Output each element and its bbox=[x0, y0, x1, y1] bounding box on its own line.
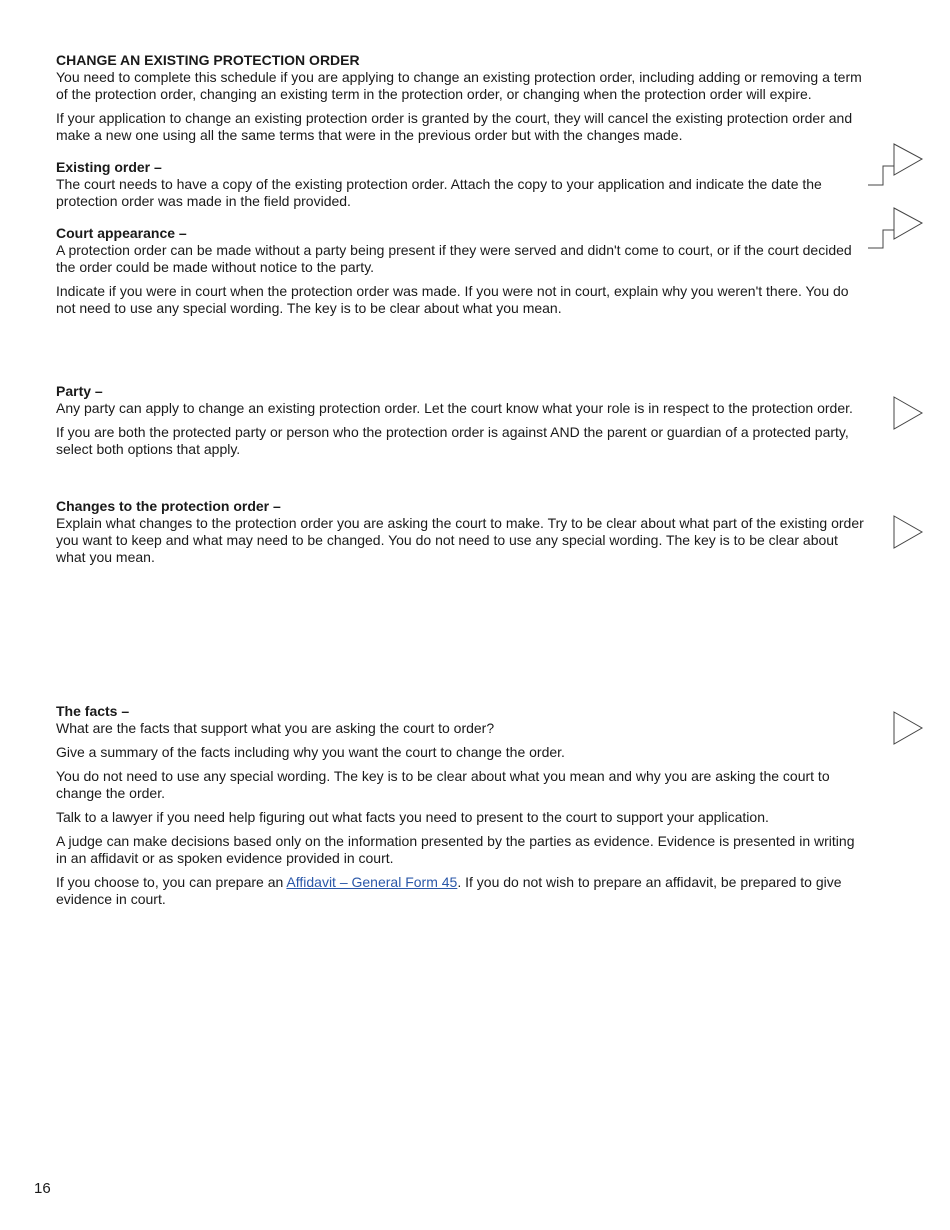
intro-section bbox=[56, 52, 866, 144]
party-section bbox=[56, 383, 866, 458]
court-appearance-section bbox=[56, 225, 866, 317]
facts-section bbox=[56, 703, 866, 908]
court-appearance-heading: Court appearance – bbox=[56, 225, 187, 241]
affidavit-form-link[interactable]: Affidavit – General Form 45 bbox=[286, 874, 458, 890]
existing-order-section bbox=[56, 159, 866, 210]
changes-heading: Changes to the protection order – bbox=[56, 498, 281, 514]
intro-paragraph-2: If your application to change an existing protection order is granted by the court, they will cancel the existing protection order and make a new one using all the same terms that were in the previous order but with the changes made. bbox=[56, 110, 853, 143]
court-appearance-text-2: Indicate if you were in court when the protection order was made. If you were not in court, explain why you weren't there. You do not need to use any special wording. The key is to be clear about what you mean. bbox=[56, 283, 849, 316]
existing-order-text: The court needs to have a copy of the existing protection order. Attach the copy to your application and indicate the date the protection order was made in the field provided. bbox=[56, 176, 822, 209]
field-pointer-arrow-icon bbox=[892, 395, 924, 431]
facts-text-6 bbox=[56, 874, 866, 908]
party-text-1: Any party can apply to change an existing protection order. Let the court know what your role is in respect to the protection order. bbox=[56, 400, 853, 416]
changes-section bbox=[56, 498, 866, 566]
facts-text-1: What are the facts that support what you are asking the court to order? bbox=[56, 720, 495, 736]
party-heading: Party – bbox=[56, 383, 103, 399]
facts-text-3: You do not need to use any special wording. The key is to be clear about what you mean and why you are asking the court to change the order. bbox=[56, 768, 830, 801]
court-appearance-text-1: A protection order can be made without a party being present if they were served and didn't come to court, or if the court decided the order could be made without notice to the party. bbox=[56, 242, 852, 275]
intro-paragraph-1: You need to complete this schedule if you are applying to change an existing protection order, including adding or removing a term of the protection order, changing an existing term in the protection order, or changing when the protection order will expire. bbox=[56, 69, 862, 102]
field-pointer-arrow-icon bbox=[892, 514, 924, 550]
page-title: CHANGE AN EXISTING PROTECTION ORDER bbox=[56, 52, 360, 68]
facts-text-2: Give a summary of the facts including why you want the court to change the order. bbox=[56, 744, 565, 760]
party-text-2: If you are both the protected party or person who the protection order is against AND the parent or guardian of a protected party, select both options that apply. bbox=[56, 424, 849, 457]
facts-text-5: A judge can make decisions based only on the information presented by the parties as evidence. Evidence is presented in writing in an affidavit or as spoken evidence provided in court. bbox=[56, 833, 855, 866]
facts-text-6-end: . If you do not wish to prepare an affidavit, be prepared to give evidence in court. bbox=[56, 874, 842, 907]
facts-text-6-start: If you choose to, you can prepare an bbox=[56, 874, 287, 890]
field-pointer-arrow-icon bbox=[892, 710, 924, 746]
existing-order-heading: Existing order – bbox=[56, 159, 162, 175]
facts-heading: The facts – bbox=[56, 703, 130, 719]
field-pointer-arrow-icon bbox=[864, 140, 924, 188]
facts-text-4: Talk to a lawyer if you need help figuring out what facts you need to present to the court to support your application. bbox=[56, 809, 769, 825]
page-number: 16 bbox=[34, 1180, 51, 1197]
changes-text: Explain what changes to the protection order you are asking the court to make. Try to be clear about what part of the existing order you want to keep and what may need to be changed. You do not need to use any special wording. The key is to be clear about what you mean. bbox=[56, 515, 864, 565]
field-pointer-arrow-icon bbox=[864, 205, 924, 253]
